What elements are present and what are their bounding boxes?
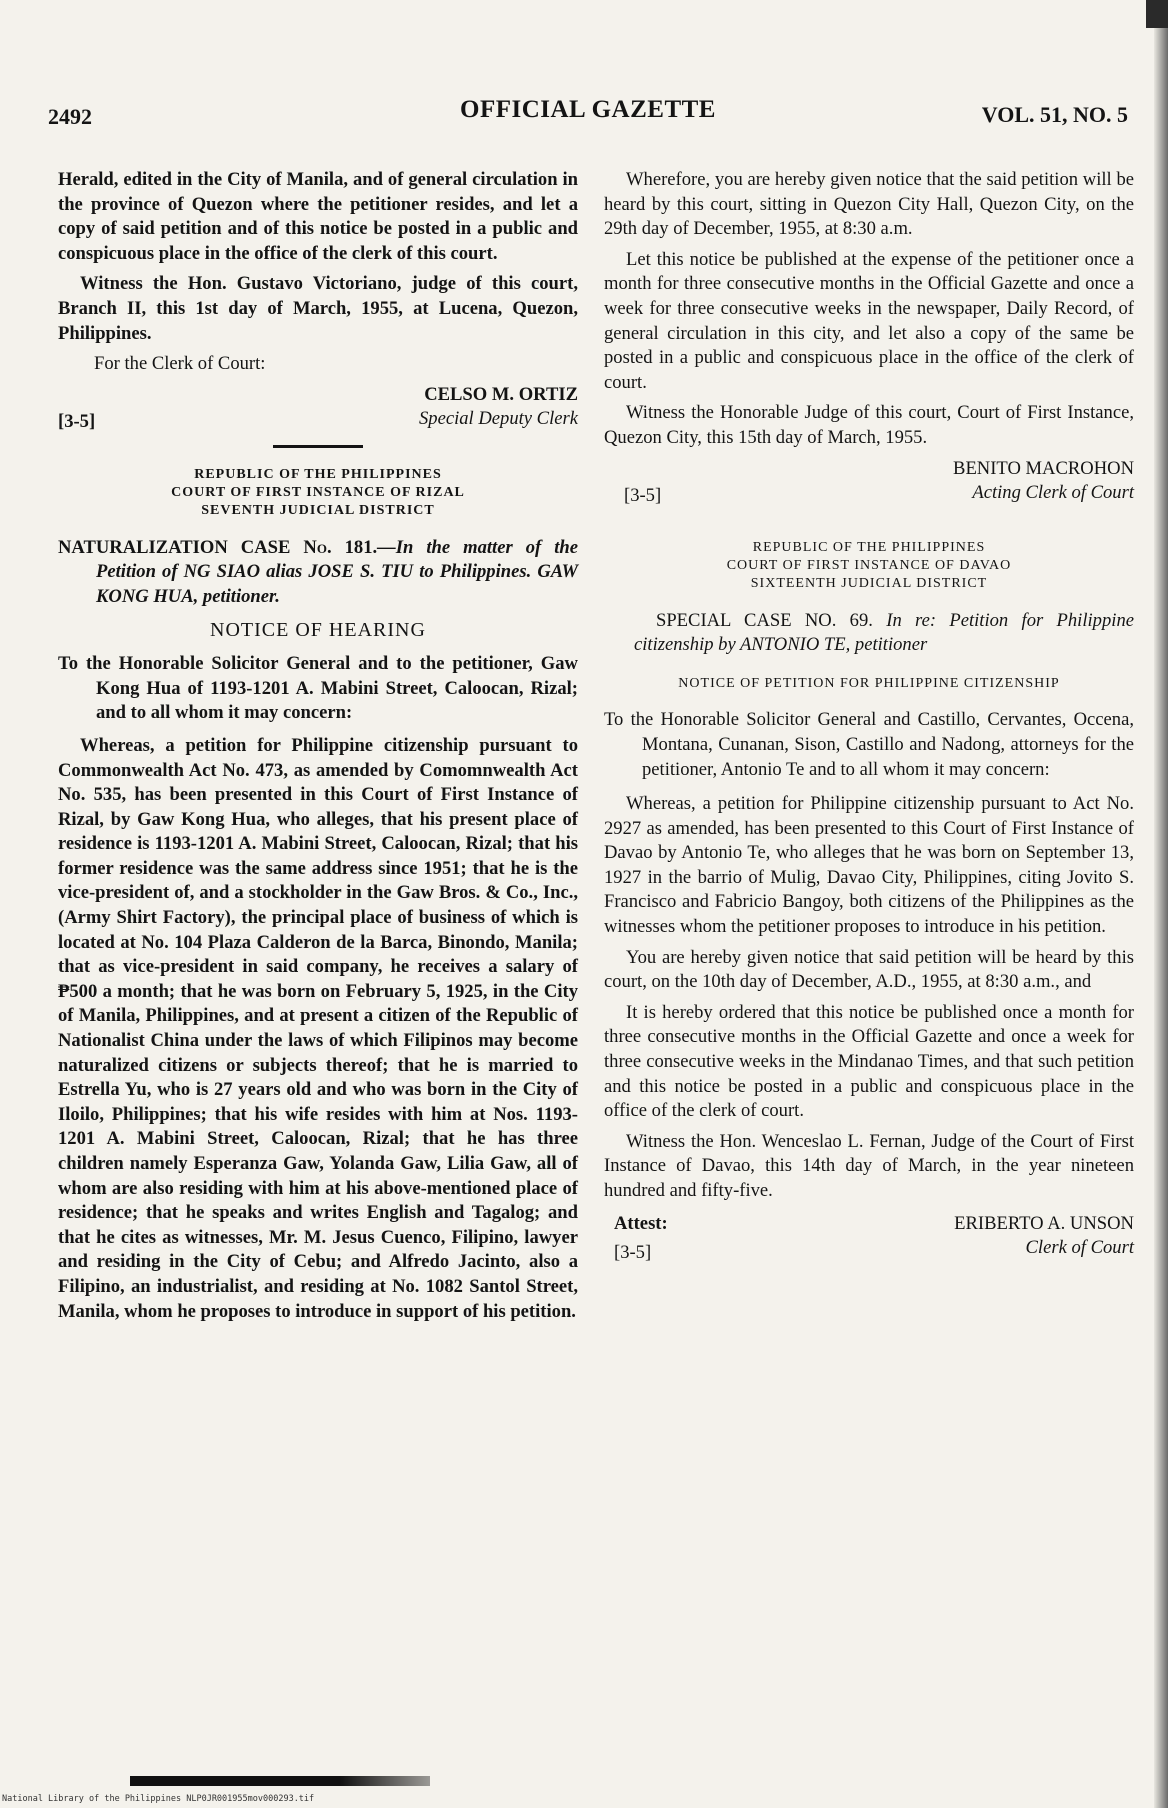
court-line: REPUBLIC OF THE PHILIPPINES: [194, 466, 442, 482]
court-line: SEVENTH JUDICIAL DISTRICT: [201, 502, 435, 518]
address-line: To the Honorable Solicitor General and Castillo, Cervantes, Occena, Montana, Cunanan, Sison, Castillo and Nadong, attorneys for the petitioner, Antonio Te and to all whom it may concern:: [604, 709, 1134, 780]
page-number: 2492: [48, 104, 92, 129]
court-line: REPUBLIC OF THE PHILIPPINES: [752, 539, 986, 555]
scan-artifact: [130, 1776, 430, 1786]
left-column: [58, 168, 578, 1330]
case-label: NATURALIZATION CASE No. 181.: [58, 536, 378, 558]
signer-name: ERIBERTO A. UNSON: [954, 1212, 1134, 1234]
signature-block: [604, 457, 1134, 509]
signer-name: CELSO M. ORTIZ: [424, 383, 578, 405]
paragraph: Witness the Hon. Wenceslao L. Fernan, Judge of the Court of First Instance of Davao, this 14th day of March, in the year nineteen hundred and fifty-five.: [604, 1130, 1134, 1201]
case-text: —In the matter of the Petition of NG SIAO alias JOSE S. TIU to Philippines. GAW KONG HUA, petitioner.: [96, 536, 578, 607]
signer-role: Special Deputy Clerk: [418, 407, 578, 429]
issue-tag: [3-5]: [614, 1242, 652, 1263]
court-line: COURT OF FIRST INSTANCE OF RIZAL: [171, 484, 465, 500]
volume-number: VOL. 51, NO. 5: [981, 102, 1128, 127]
case-label: SPECIAL CASE NO. 69.: [656, 609, 873, 631]
paragraph: For the Clerk of Court:: [94, 353, 266, 375]
paragraph: It is hereby ordered that this notice be published once a month for three consecutive months in the Official Gazette and once a week for three consecutive weeks in the Mindanao Times, and that such petition and this notice be posted in a public and conspicuous place in the office of the clerk of court.: [604, 1001, 1134, 1122]
signer-role: Clerk of Court: [1025, 1236, 1134, 1258]
scan-footer: National Library of the Philippines NLP0JR001955mov000293.tif: [2, 1794, 315, 1804]
signer-name: BENITO MACROHON: [953, 457, 1134, 479]
paragraph: Wherefore, you are hereby given notice that the said petition will be heard by this court, sitting in Quezon City Hall, Quezon City, on the 29th day of December, 1955, at 8:30 a.m.: [604, 169, 1134, 240]
case-caption: [58, 536, 578, 610]
case-caption: [604, 609, 1134, 658]
right-column: [604, 168, 1134, 1276]
court-heading: [58, 466, 578, 520]
court-line: SIXTEENTH JUDICIAL DISTRICT: [750, 575, 988, 591]
signature-block: [58, 383, 578, 435]
signature-block: [604, 1212, 1134, 1266]
notice-heading: NOTICE OF HEARING: [210, 618, 426, 641]
paragraph: Whereas, a petition for Philippine citizenship pursuant to Commonwealth Act No. 473, as amended by Comomnwealth Act No. 535, has been presented in this Court of First Instance of Rizal, by Gaw Kong Hua, who alleges, that his present place of residence is 1193-1201 A. Mabini Street, Caloocan, Rizal; that his former residence was the same address since 1951; that he is the vice-president of, and a stockholder in the Gaw Bros. & Co., Inc., (Army Shirt Factory), the principal place of business of which is located at No. 104 Plaza Calderon de la Barca, Binondo, Manila; that as vice-president in said company, he receives a salary of ₱500 a month; that he was born on February 5, 1925, in the City of Manila, Philippines, and at present a citizen of the Republic of Nationalist China under the laws of which Filipinos may become naturalized citizens or subjects thereof; that he is married to Estrella Yu, who is 27 years old and who was born in the City of Iloilo, Philippines; that his wife resides with him at Nos. 1193-1201 A. Mabini Street, Caloocan, Rizal; that he has three children namely Esperanza Gaw, Yolanda Gaw, Lilia Gaw, all of whom are also residing with him at his above-mentioned place of residence; that he speaks and writes English and Tagalog; and that he cites as witnesses, Mr. M. Jesus Cuenco, Filipino, lawyer and residing in the City of Cebu; and Alfredo Jacinto, also a Filipino, an industrialist, and residing at No. 1082 Santol Street, Manila, whom he proposes to introduce in support of his petition.: [58, 734, 578, 1322]
signer-role: Acting Clerk of Court: [972, 481, 1134, 503]
paragraph: Herald, edited in the City of Manila, and of general circulation in the province of Quezon where the petitioner resides, and let a copy of said petition and of this notice be posted in a public and conspicuous place in the office of the clerk of this court.: [58, 169, 578, 264]
issue-tag: [3-5]: [624, 484, 662, 506]
divider: [273, 445, 363, 448]
court-line: COURT OF FIRST INSTANCE OF DAVAO: [726, 557, 1012, 573]
scan-corner: [1146, 0, 1168, 28]
address-line: To the Honorable Solicitor General and to the petitioner, Gaw Kong Hua of 1193-1201 A. Mabini Street, Caloocan, Rizal; and to all whom it may concern:: [58, 653, 578, 724]
scan-edge: [1154, 0, 1168, 1808]
case-text: In re: Petition for Philippine citizenship by ANTONIO TE, petitioner: [634, 609, 1134, 656]
paragraph: Whereas, a petition for Philippine citizenship pursuant to Act No. 2927 as amended, has been presented to this Court of First Instance of Davao by Antonio Te, who alleges that he was born on September 13, 1927 in the barrio of Mulig, Davao City, Philippines, citing Jovito S. Francisco and Fabricio Bangoy, both citizens of the Philippines as the witnesses whom the petitioner proposes to introduce in his petition.: [604, 793, 1134, 938]
page-header: [48, 96, 1128, 136]
paragraph: Witness the Honorable Judge of this court, Court of First Instance, Quezon City, this 15th day of March, 1955.: [604, 402, 1134, 448]
court-heading: [604, 539, 1134, 593]
paragraph: Witness the Hon. Gustavo Victoriano, judge of this court, Branch II, this 1st day of March, 1955, at Lucena, Quezon, Philippines.: [58, 273, 578, 344]
attest-label: Attest:: [614, 1212, 668, 1234]
paragraph: You are hereby given notice that said petition will be heard by this court, on the 10th day of December, A.D., 1955, at 8:30 a.m., and: [604, 946, 1134, 993]
notice-heading: NOTICE OF PETITION FOR PHILIPPINE CITIZENSHIP: [678, 675, 1060, 691]
publication-title: OFFICIAL GAZETTE: [460, 96, 716, 123]
paragraph: Let this notice be published at the expense of the petitioner once a month for three consecutive months in the Official Gazette and once a week for three consecutive weeks in the newspaper, Daily Record, of general circulation in this city, and let also a copy of the same be posted in a public and conspicuous place in the office of the clerk of court.: [604, 248, 1134, 393]
issue-tag: [3-5]: [58, 411, 96, 433]
